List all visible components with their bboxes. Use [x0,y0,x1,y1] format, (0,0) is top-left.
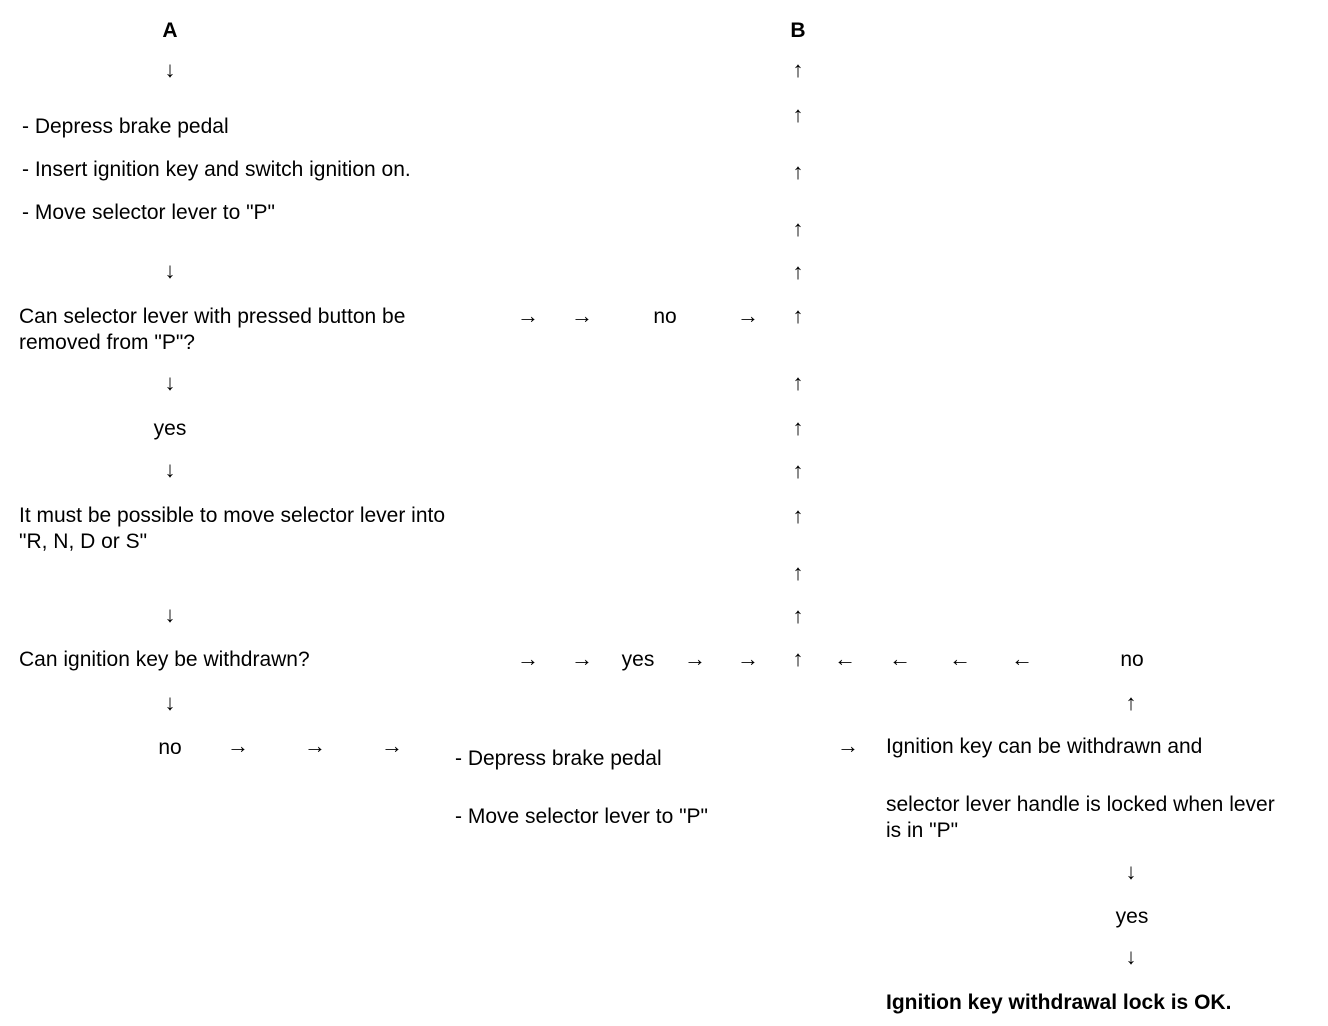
question-key-withdrawn: Can ignition key be withdrawn? [19,648,310,671]
arrow-left-icon: ← [1011,646,1033,671]
arrow-up-icon: ↑ [792,603,804,628]
arrow-up-icon: ↑ [1125,690,1137,715]
arrow-down-icon: ↓ [164,258,176,283]
arrow-up-icon: ↑ [792,159,804,184]
arrow-right-icon: → [381,733,403,758]
mid-step-move-selector: - Move selector lever to "P" [455,805,708,828]
arrow-up-icon: ↑ [792,503,804,528]
step-depress-brake: - Depress brake pedal [22,115,229,138]
arrow-up-icon: ↑ [792,303,804,328]
arrow-right-icon: → [304,733,326,758]
arrow-left-icon: ← [949,646,971,671]
arrow-right-icon: → [737,646,759,671]
arrow-down-icon: ↓ [1125,944,1137,969]
question-selector-removed: Can selector lever with pressed button be removed from "P"? [19,305,406,354]
branch-no-right: no [1120,648,1144,671]
arrow-up-icon: ↑ [792,560,804,585]
arrow-down-icon: ↓ [164,457,176,482]
arrow-left-icon: ← [889,646,911,671]
arrow-up-icon: ↑ [792,102,804,127]
arrow-down-icon: ↓ [164,690,176,715]
arrow-right-icon: → [737,303,759,328]
arrow-down-icon: ↓ [164,370,176,395]
branch-no-to-b: no [653,305,677,328]
arrow-right-icon: → [837,733,859,758]
arrow-up-icon: ↑ [792,415,804,440]
result-handle-locked: selector lever handle is locked when lever is in "P" [886,793,1275,842]
arrow-up-icon: ↑ [792,370,804,395]
arrow-right-icon: → [517,646,539,671]
answer-yes-final: yes [1115,905,1149,928]
arrow-up-icon: ↑ [792,646,804,671]
arrow-up-icon: ↑ [792,259,804,284]
arrow-right-icon: → [684,646,706,671]
result-key-withdrawn: Ignition key can be withdrawn and [886,735,1203,758]
final-result: Ignition key withdrawal lock is OK. [886,991,1232,1014]
arrow-right-icon: → [571,303,593,328]
arrow-down-icon: ↓ [1125,859,1137,884]
step-move-selector: - Move selector lever to "P" [22,201,275,224]
answer-yes-1: yes [153,417,187,440]
arrow-down-icon: ↓ [164,602,176,627]
label-b: B [790,19,806,42]
arrow-up-icon: ↑ [792,216,804,241]
branch-yes-to-b: yes [621,648,655,671]
arrow-right-icon: → [517,303,539,328]
label-a: A [162,19,178,42]
step-insert-key: - Insert ignition key and switch ignition on. [22,158,411,181]
arrow-down-icon: ↓ [164,57,176,82]
arrow-up-icon: ↑ [792,57,804,82]
arrow-up-icon: ↑ [792,458,804,483]
arrow-right-icon: → [571,646,593,671]
arrow-left-icon: ← [834,646,856,671]
arrow-right-icon: → [227,733,249,758]
answer-no-2: no [158,736,182,759]
mid-step-depress-brake: - Depress brake pedal [455,747,662,770]
info-selector-move: It must be possible to move selector lever into "R, N, D or S" [19,504,446,553]
